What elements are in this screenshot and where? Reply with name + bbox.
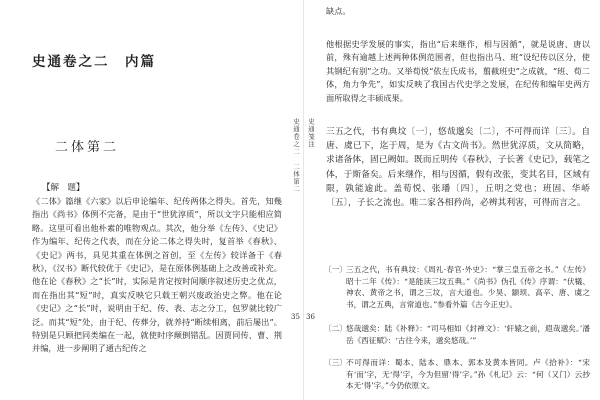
footnote [324,323,590,346]
footnote [324,357,590,392]
right-running-head: 史通笺注 [307,118,315,148]
chapter-title: 史通卷之二 内篇 [32,54,156,70]
footnote-number: 〔一〕 [324,265,347,274]
gutter-divider [303,0,304,400]
intro-paragraph: 《二体》篇继《六家》以后申论编年、纪传两体之得失。首先，知幾指出《尚书》体例不完备，是由于“世犹淳质”，所以文字只能相应简略。这里可看出他朴素的唯物观点。其次，他分举《左传》、《史记》作为编年、纪传之代表，而在分论二体之得失时，复首举《春秋》、《史记》两书，具见其重在体例之首创，至《左传》较详备于《春秋》，《汉书》断代较优于《史记》，是在原体例基础上之改善或补充。他在论《春秋》之“长”时，实际是肯定按时间顺序叙述历史之优点，而在指出其“短”时，真实反映它只载王朝兴废政治史之弊。他在论《史记》之“长”时，说明由于纪、传、表、志之分工，包罗就比较广泛。而其“短”处，由于纪、传葬分，就养持“断续相离，前后屡出”。特别是只顾把同类编在一起，就使时序颠倒错乱。因贾同传、曹、荆并编，进一步阐明了通古纪传之 [32,196,282,354]
footnote-text: 悠哉邈矣：陆《补释》：“司马相如《封禅文》：‘轩辕之前，遐哉邈矣。’潘岳《西征赋》：‘古往今来，邈矣悠哉。’” [346,324,590,345]
footnote [324,264,590,310]
main-text: 三五之代，书有典坟〔一〕，悠哉邈矣〔二〕，不可得而详〔三〕。自唐、虞已下，迄于周，是为《古文尚书》。然世犹淳质，文从简略，求诸备体，固已阙如。既而丘明传《春秋》，子长著《史记》，载笔之体，于斯备矣。后来继作，相与因循，假有改张，变其名目，区域有限，孰能逾此。盖荀悦、张璠〔四〕，丘明之党也；班固、华峤〔五〕，子长之流也。唯二家各相矜尚，必辨其利害，可得而言之。 [326,127,590,209]
right-page [318,0,600,400]
right-page-number: 36 [306,313,315,321]
left-running-head: 史通卷之二 二体第二 [292,118,300,193]
section-title: 二体第二 [55,140,120,155]
continued-paragraph: 缺点。 [326,6,351,16]
left-page-number: 35 [291,313,300,321]
footnote-text: 三五之代，书有典坟：《周礼·春官·外史》：“掌三皇五帝之书。”《左传》昭十二年《传》：“是能读三坟五典。”《尚书》伪孔《传》序谓：“伏犠、神农、黄帝之书，谓之三坟，言大道也。少昊、颛顼、高辛、唐、虞之书，谓之五典，言常道也。”参看外篇《古今正史》。 [346,265,590,309]
book-gutter [290,0,318,400]
left-page [0,0,290,400]
footnote-number: 〔三〕 [324,358,347,367]
footnote-number: 〔二〕 [324,324,347,333]
footnote-text: 不可得而详：蜀本、陆本、鼎本、郭本及黄本皆同。卢《拾补》：“宋有‘而’字，无‘得’字，今为但留‘得’字。”孙《札记》云：“何（又门）云抄本无‘得’字。”今仍依原文。 [346,358,590,391]
jieti-label: 【解 题】 [42,183,85,193]
analysis-paragraph: 他根据史学发展的事实，指出“后来继作，相与因循”，就是说唐、唐以前，殊有逾越上述两种体例范围者，但也指出马、班“设纪传以区分，使其钢纪有别”之功。又举荀悦“依左氏成书，翦截班史”之成就，“班、荀二体，角力争先”，如实反映了我国古代史学之发展，在纪传和编年史两方面所取得之丰硕成果。 [326,39,590,103]
